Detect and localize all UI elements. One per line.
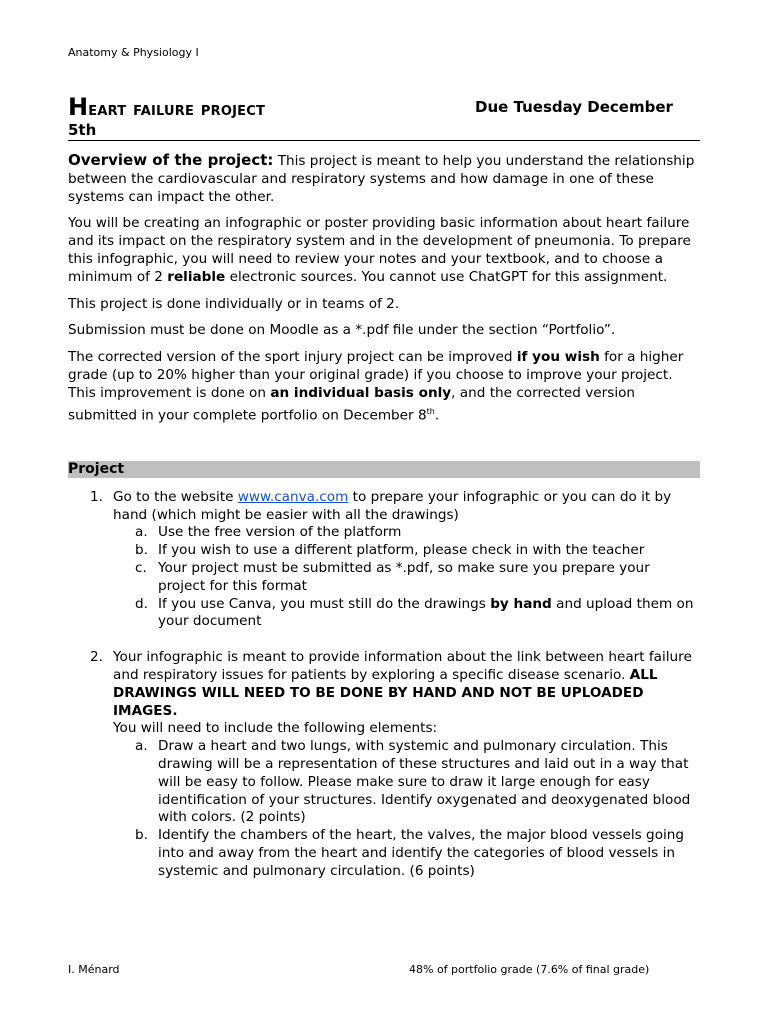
document-body <box>68 152 700 899</box>
list-item: a. Draw a heart and two lungs, with systemic and pulmonary circulation. This drawing will be a representation of these structures and laid out in a way that will be easy to follow. Please make sure to draw it large enough for easy identification of your structures. Identify oxygenated and deoxygenated blood with colors. (2 points) <box>135 738 691 826</box>
footer-author: I. Ménard <box>68 963 120 976</box>
due-date: Due Tuesday December <box>475 98 673 116</box>
overview-paragraph: Overview of the project: This project is meant to help you understand the relationship between the cardiovascular and respiratory systems and how damage in one of these systems can impact the other. <box>68 151 695 205</box>
project-list <box>68 489 700 881</box>
list-item: 2. Your infographic is meant to provide information about the link between heart failure and respiratory issues for patients by exploring a specific disease scenario. ALL DRAWINGS WILL NEED TO BE DONE BY HAND AND NOT BE UPLOADED IMAGES. You will need to include the following elements: a. Draw a heart and two lungs, with systemic and pulmonary circulation. This drawing will be a representation of these structures and laid out in a way that will be easy to follow. Please make sure to draw it large enough for easy identification of your structures. Identify oxygenated and deoxygenated blood with colors. (2 points) b. Identify the chambers of the heart, the valves, the major blood vessels going into and away from the heart and identify the categories of blood vessels in systemic and pulmonary circulation. (6 points) <box>68 649 700 880</box>
improvement-paragraph: The corrected version of the sport injury project can be improved if you wish for a higher grade (up to 20% higher than your original grade) if you choose to improve your project. This improvement is done on an individual basis only, and the corrected version submitted in your complete portfolio on December 8th. <box>68 349 684 424</box>
team-paragraph: This project is done individually or in teams of 2. <box>68 295 400 312</box>
list-item: 1. Go to the website www.canva.com to prepare your infographic or you can do it by hand (which might be easier with all the drawings) a. Use the free version of the platform b. If you wish to use a different platform, please check in with the teacher c. Your project must be submitted as *.pdf, so make sure you prepare your project for this format d. If you use Canva, you must still do the drawings by hand and upload them on your document <box>68 489 700 631</box>
list-item: a. Use the free version of the platform <box>135 524 402 541</box>
list-item: d. If you use Canva, you must still do the drawings by hand and upload them on your document <box>135 595 694 630</box>
page-title: Heart failure project <box>68 93 266 121</box>
title-block <box>68 93 700 141</box>
list-item: b. Identify the chambers of the heart, the valves, the major blood vessels going into and away from the heart and identify the categories of blood vessels in systemic and pulmonary circulation. (6 points) <box>135 827 685 879</box>
sub-list <box>113 524 700 631</box>
section-heading-project: Project <box>68 461 700 478</box>
due-date-continued: 5th <box>68 121 97 139</box>
sub-list <box>113 738 700 880</box>
instructions-paragraph: You will be creating an infographic or poster providing basic information about heart failure and its impact on the respiratory system and in the development of pneumonia. To prepare this infographic, you will need to review your notes and your textbook, and to choose a minimum of 2 reliable electronic sources. You cannot use ChatGPT for this assignment. <box>68 215 691 285</box>
course-name: Anatomy & Physiology I <box>68 46 199 59</box>
submission-paragraph: Submission must be done on Moodle as a *.pdf file under the section “Portfolio”. <box>68 322 616 339</box>
list-item: c. Your project must be submitted as *.pdf, so make sure you prepare your project for this format <box>135 560 650 594</box>
list-item: b. If you wish to use a different platform, please check in with the teacher <box>135 542 645 559</box>
canva-link[interactable]: www.canva.com <box>237 488 349 505</box>
footer-grade-weight: 48% of portfolio grade (7.6% of final grade) <box>409 963 650 976</box>
overview-heading: Overview of the project: <box>68 151 274 169</box>
